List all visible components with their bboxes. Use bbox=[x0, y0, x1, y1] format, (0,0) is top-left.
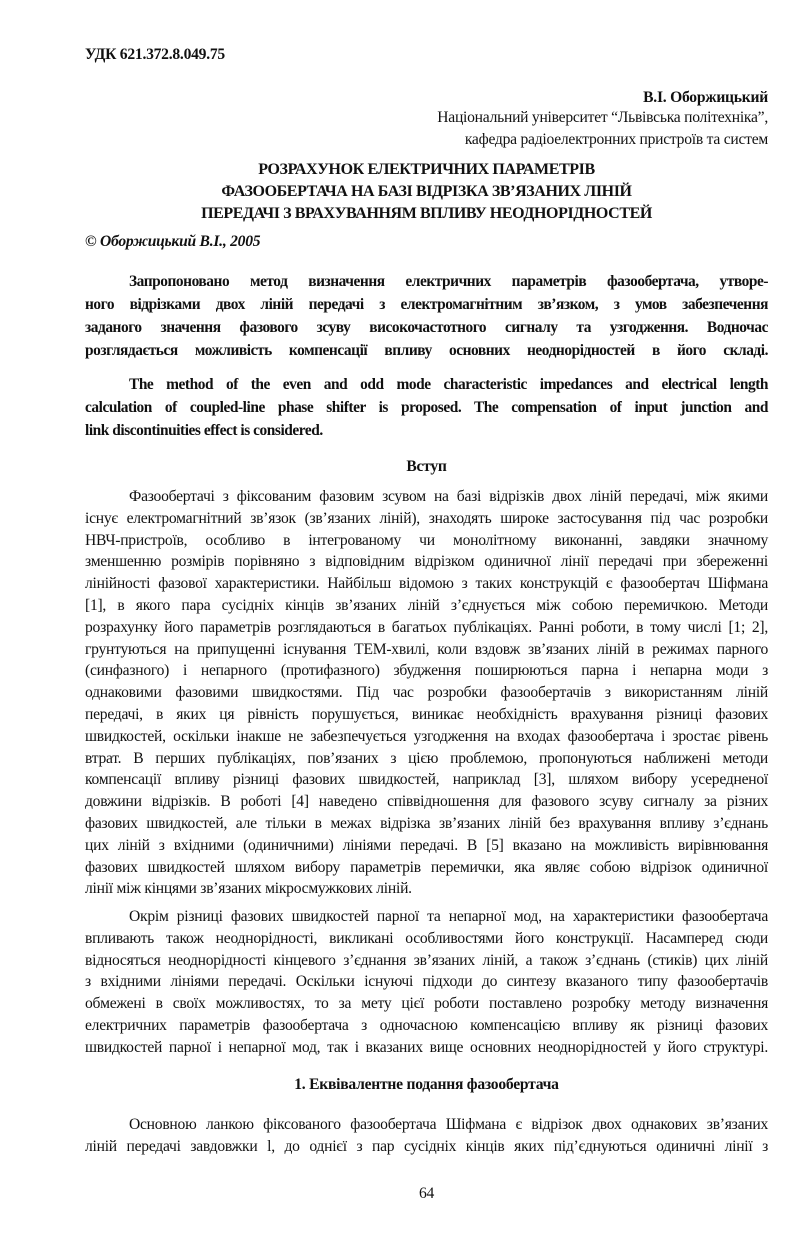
text-line: Окрім різниці фазових швидкостей парної та непарної мод, на характеристики фазообертача bbox=[129, 908, 768, 925]
heading-text: 1. Еквівалентне подання фазообертача bbox=[294, 1076, 559, 1093]
page-number bbox=[85, 1183, 768, 1205]
text-line: з вхідними лініями передачі. Оскільки існуючі підходи до синтезу вказаного типу фазообертачів bbox=[85, 973, 768, 991]
heading-text: Вступ bbox=[406, 458, 447, 475]
text-line: розглядається можливість компенсації впливу основних неоднорідностей в його складі. bbox=[85, 342, 768, 359]
intro-paragraph-1 bbox=[85, 486, 768, 900]
affiliation bbox=[85, 107, 768, 151]
text-line: The method of the even and odd mode characteristic impedances and electrical length bbox=[129, 376, 768, 393]
author-name: В.І. Оборжицький bbox=[643, 89, 768, 106]
text-line: Основною ланкою фіксованого фазообертача Шіфмана є відрізок двох однакових зв’язаних bbox=[129, 1116, 768, 1133]
text-line: існує електромагнітний зв’язок (зв’язаних ліній), знаходять широке застосування під час розробки bbox=[85, 509, 768, 527]
text-line: електричних параметрів фазообертача з одночасною компенсацією впливу як різниці фазових bbox=[85, 1016, 768, 1034]
section-heading-1 bbox=[85, 1074, 768, 1096]
text-line: втрат. В перших публікаціях, пов’язаних з цією проблемою, пропонуються наближені методи bbox=[85, 749, 768, 767]
text-line: відносяться неоднорідності кінцевого з’єднання зв’язаних ліній, а також з’єднань (стиків) цих ліній bbox=[85, 951, 768, 969]
text-line: (синфазного) і непарного (протифазного) збудження поширюються парна і непарна моди з bbox=[85, 662, 768, 680]
udc-code bbox=[85, 44, 768, 66]
text-line: фазових швидкостей шляхом вибору параметрів перемички, яка являє собою відрізок одиничної bbox=[85, 858, 768, 876]
text-line: швидкостей парної і непарної мод, так і вказаних вище основних неоднорідностей у його структурі. bbox=[85, 1038, 768, 1056]
copyright bbox=[85, 231, 768, 253]
text-line: швидкостей, оскільки інакше не забезпечується узгодження на входах фазообертача і зростає рівень bbox=[85, 727, 768, 745]
text-line: лінії між кінцями зв’язаних мікросмужкових ліній. bbox=[85, 880, 412, 898]
section-heading-intro bbox=[85, 456, 768, 478]
section-1-paragraph-1 bbox=[85, 1114, 768, 1158]
author bbox=[85, 87, 768, 109]
paper-title bbox=[85, 159, 768, 224]
text-line: однаковими фазовими швидкостями. Під час розробки фазообертачів з використанням ліній bbox=[85, 684, 768, 702]
text-line: фазових швидкостей, але тільки в межах відрізка зв’язаних ліній без врахування впливу з’єднань bbox=[85, 814, 768, 832]
text-line: обмежені в своїх можливостях, то за мету цієї роботи поставлено розробку методу визначення bbox=[85, 995, 768, 1013]
text-line: зменшенню розмірів порівняно з відповідним відрізком одиничної лінії передачі при збереженні bbox=[85, 553, 768, 571]
title-line: РОЗРАХУНОК ЕЛЕКТРИЧНИХ ПАРАМЕТРІВ bbox=[258, 161, 595, 178]
title-line: ПЕРЕДАЧІ З ВРАХУВАННЯМ ВПЛИВУ НЕОДНОРІДНОСТЕЙ bbox=[201, 204, 652, 222]
copyright-text: © Оборжицький В.І., 2005 bbox=[85, 233, 261, 250]
text-line: довжини відрізків. В роботі [4] наведено співвідношення для фазового зсуву сигналу за різних bbox=[85, 793, 768, 811]
text-line: грунтуються на припущенні існування ТЕМ-хвилі, коли вздовж зв’язаних ліній в режимах парного bbox=[85, 640, 768, 658]
text-line: Запропоновано метод визначення електричних параметрів фазообертача, утворе- bbox=[129, 273, 768, 290]
text-line: передачі, в яких ця рівність порушується, виникає необхідність врахування різниці фазових bbox=[85, 705, 768, 723]
intro-paragraph-2 bbox=[85, 906, 768, 1059]
text-line: [1], в якого пара сусідніх кінців зв’язаних ліній з’єднується між собою перемичкою. Методи bbox=[85, 596, 768, 614]
udc-text: УДК 621.372.8.049.75 bbox=[85, 46, 225, 63]
page-number-text: 64 bbox=[418, 1185, 435, 1202]
text-line: Фазообертачі з фіксованим фазовим зсувом на базі відрізків двох ліній передачі, між якими bbox=[129, 488, 768, 505]
text-line: компенсації впливу різниці фазових швидкостей, наприклад [3], шляхом вибору усередненої bbox=[85, 771, 768, 789]
affiliation-line: кафедра радіоелектронних пристроїв та систем bbox=[464, 130, 768, 148]
text-line: НВЧ-пристроїв, особливо в інтегрованому чи монолітному виконанні, завдяки значному bbox=[85, 531, 768, 549]
text-line: впливають також неоднорідності, викликані особливостями його конструкції. Насамперед сюди bbox=[85, 929, 768, 947]
title-line: ФАЗООБЕРТАЧА НА БАЗІ ВІДРІЗКА ЗВ’ЯЗАНИХ ЛІНІЙ bbox=[221, 182, 632, 200]
text-line: link discontinuities effect is considered. bbox=[85, 422, 323, 439]
text-line: ного відрізками двох ліній передачі з електромагнітним зв’язком, з умов забезпечення bbox=[85, 296, 768, 313]
text-line: calculation of coupled-line phase shifter is proposed. The compensation of input junction and bbox=[85, 399, 768, 416]
text-line: розрахунку його параметрів розглядаються в багатьох публікаціях. Ранні роботи, в тому числі [1; 2], bbox=[85, 618, 768, 636]
affiliation-line: Національний університет “Львівська політехніка”, bbox=[437, 109, 768, 126]
text-line: цих ліній з вхідними (одиничними) лініями передачі. В [5] вказано на можливість вирівнювання bbox=[85, 836, 768, 854]
abstract-ukrainian bbox=[85, 270, 768, 362]
abstract-english bbox=[85, 373, 768, 442]
text-line: ліній передачі завдовжки l, до однієї з пар сусідніх кінців яких під’єднуються одиничні лінії з bbox=[85, 1137, 768, 1155]
text-line: заданого значення фазового зсуву високочастотного сигналу та узгодження. Водночас bbox=[85, 319, 768, 336]
text-line: лінійності фазової характеристики. Найбільш відомою з таких конструкцій є фазообертач Шіфмана bbox=[85, 575, 768, 593]
